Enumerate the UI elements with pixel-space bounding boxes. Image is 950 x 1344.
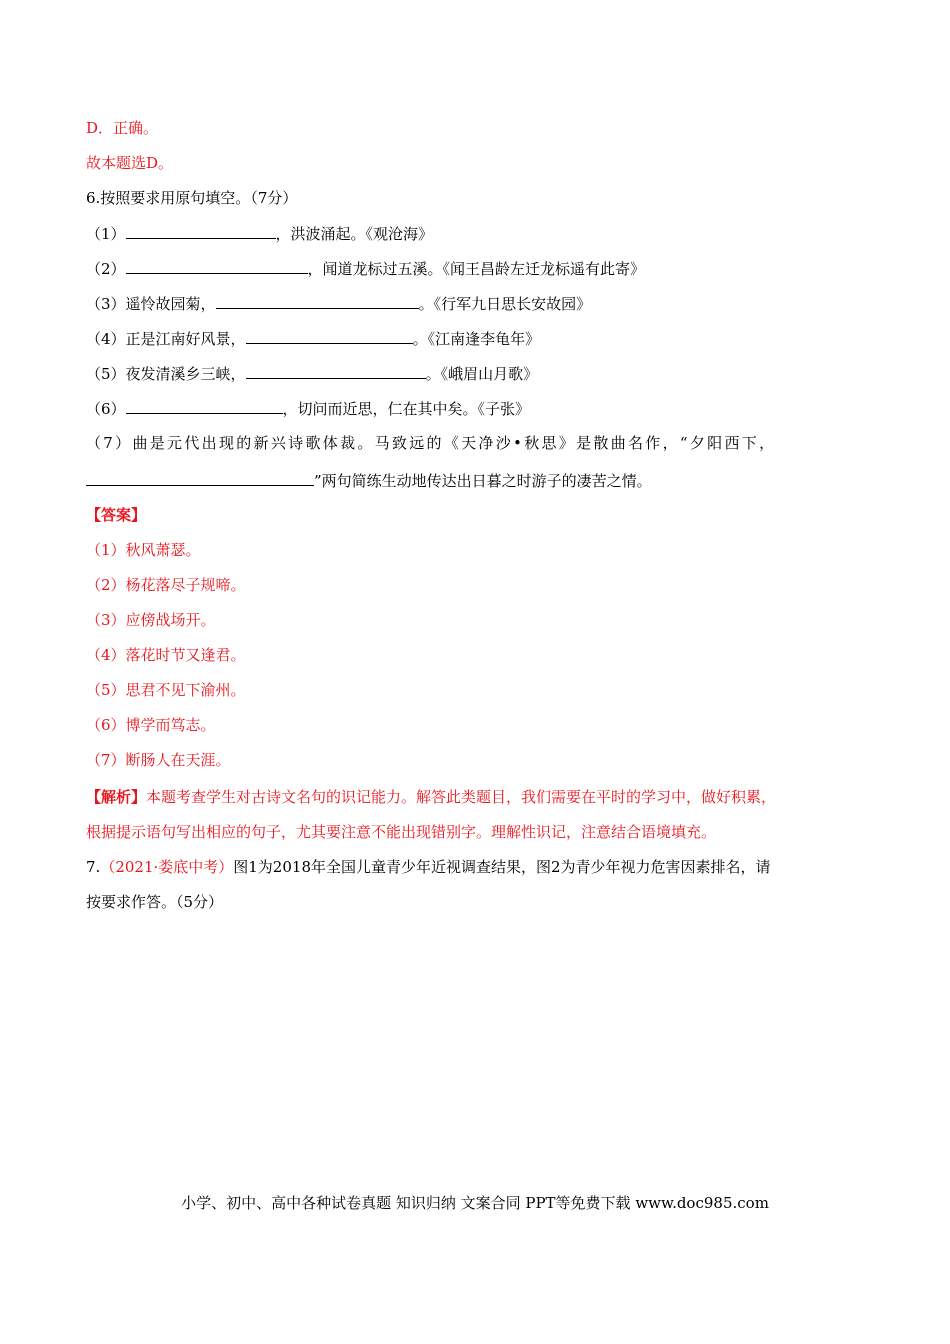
question-source: （2021·娄底中考）: [100, 858, 234, 876]
fill-blank: [216, 293, 419, 309]
answer-item: （6）博学而笃志。: [86, 716, 216, 734]
analysis-line1: 【解析】本题考查学生对古诗文名句的识记能力。解答此类题目，我们需要在平时的学习中，做好积累，: [86, 788, 777, 806]
q6-item-number: （3）: [86, 295, 126, 313]
choice-conclusion: 故本题选D。: [86, 154, 174, 172]
q6-item-5: （5）夜发清溪乡三峡， 。《峨眉山月歌》: [86, 365, 539, 383]
answer-item: （5）思君不见下渝州。: [86, 681, 246, 699]
question-7-line2: 按要求作答。（5分）: [86, 893, 224, 911]
analysis-line2: 根据提示语句写出相应的句子，尤其要注意不能出现错别字。理解性识记，注意结合语境填充。: [86, 823, 717, 841]
q6-item-1: （1） ，洪波涌起。《观沧海》: [86, 225, 434, 243]
fill-blank: [246, 328, 413, 344]
answer-label: 【答案】: [86, 506, 147, 524]
q6-item-4: （4）正是江南好风景， 。《江南逢李龟年》: [86, 330, 541, 348]
q6-item-7-line1: （7）曲是元代出现的新兴诗歌体裁。马致远的《天净沙•秋思》是散曲名作，“夕阳西下，: [86, 434, 777, 452]
fill-blank: [126, 258, 308, 274]
answer-item: （2）杨花落尽子规啼。: [86, 576, 246, 594]
answer-item: （1）秋风萧瑟。: [86, 541, 201, 559]
q6-item-number: （6）: [86, 400, 126, 418]
question-6-title: 6.按照要求用原句填空。（7分）: [86, 189, 298, 207]
question-7-line1: 7.（2021·娄底中考）图1为2018年全国儿童青少年近视调查结果，图2为青少年视力危害因素排名，请: [86, 858, 771, 876]
q6-item-6: （6） ，切问而近思，仁在其中矣。《子张》: [86, 400, 531, 418]
fill-blank: [246, 363, 426, 379]
q6-item-number: （4）: [86, 330, 126, 348]
q6-item-number: （5）: [86, 365, 126, 383]
answer-item: （7）断肠人在天涯。: [86, 751, 231, 769]
q6-item-number: （2）: [86, 260, 126, 278]
q6-item-2: （2） ，闻道龙标过五溪。《闻王昌龄左迁龙标遥有此寄》: [86, 260, 646, 278]
fill-blank: [126, 398, 283, 414]
q6-item-3: （3）遥怜故园菊， 。《行军九日思长安故园》: [86, 295, 592, 313]
page-footer: 小学、初中、高中各种试卷真题 知识归纳 文案合同 PPT等免费下载 www.doc985.com: [181, 1194, 769, 1212]
answer-item: （3）应傍战场开。: [86, 611, 216, 629]
analysis-label: 【解析】: [86, 788, 147, 806]
answer-item: （4）落花时节又逢君。: [86, 646, 246, 664]
q6-item-7-line2: ”两句简练生动地传达出日暮之时游子的凄苦之情。: [86, 470, 864, 491]
question-7-number: 7.: [86, 858, 101, 876]
q6-item-number: （1）: [86, 225, 126, 243]
option-d-correct: D．正确。: [86, 119, 159, 137]
fill-blank: [126, 223, 276, 239]
fill-blank: [86, 470, 314, 486]
